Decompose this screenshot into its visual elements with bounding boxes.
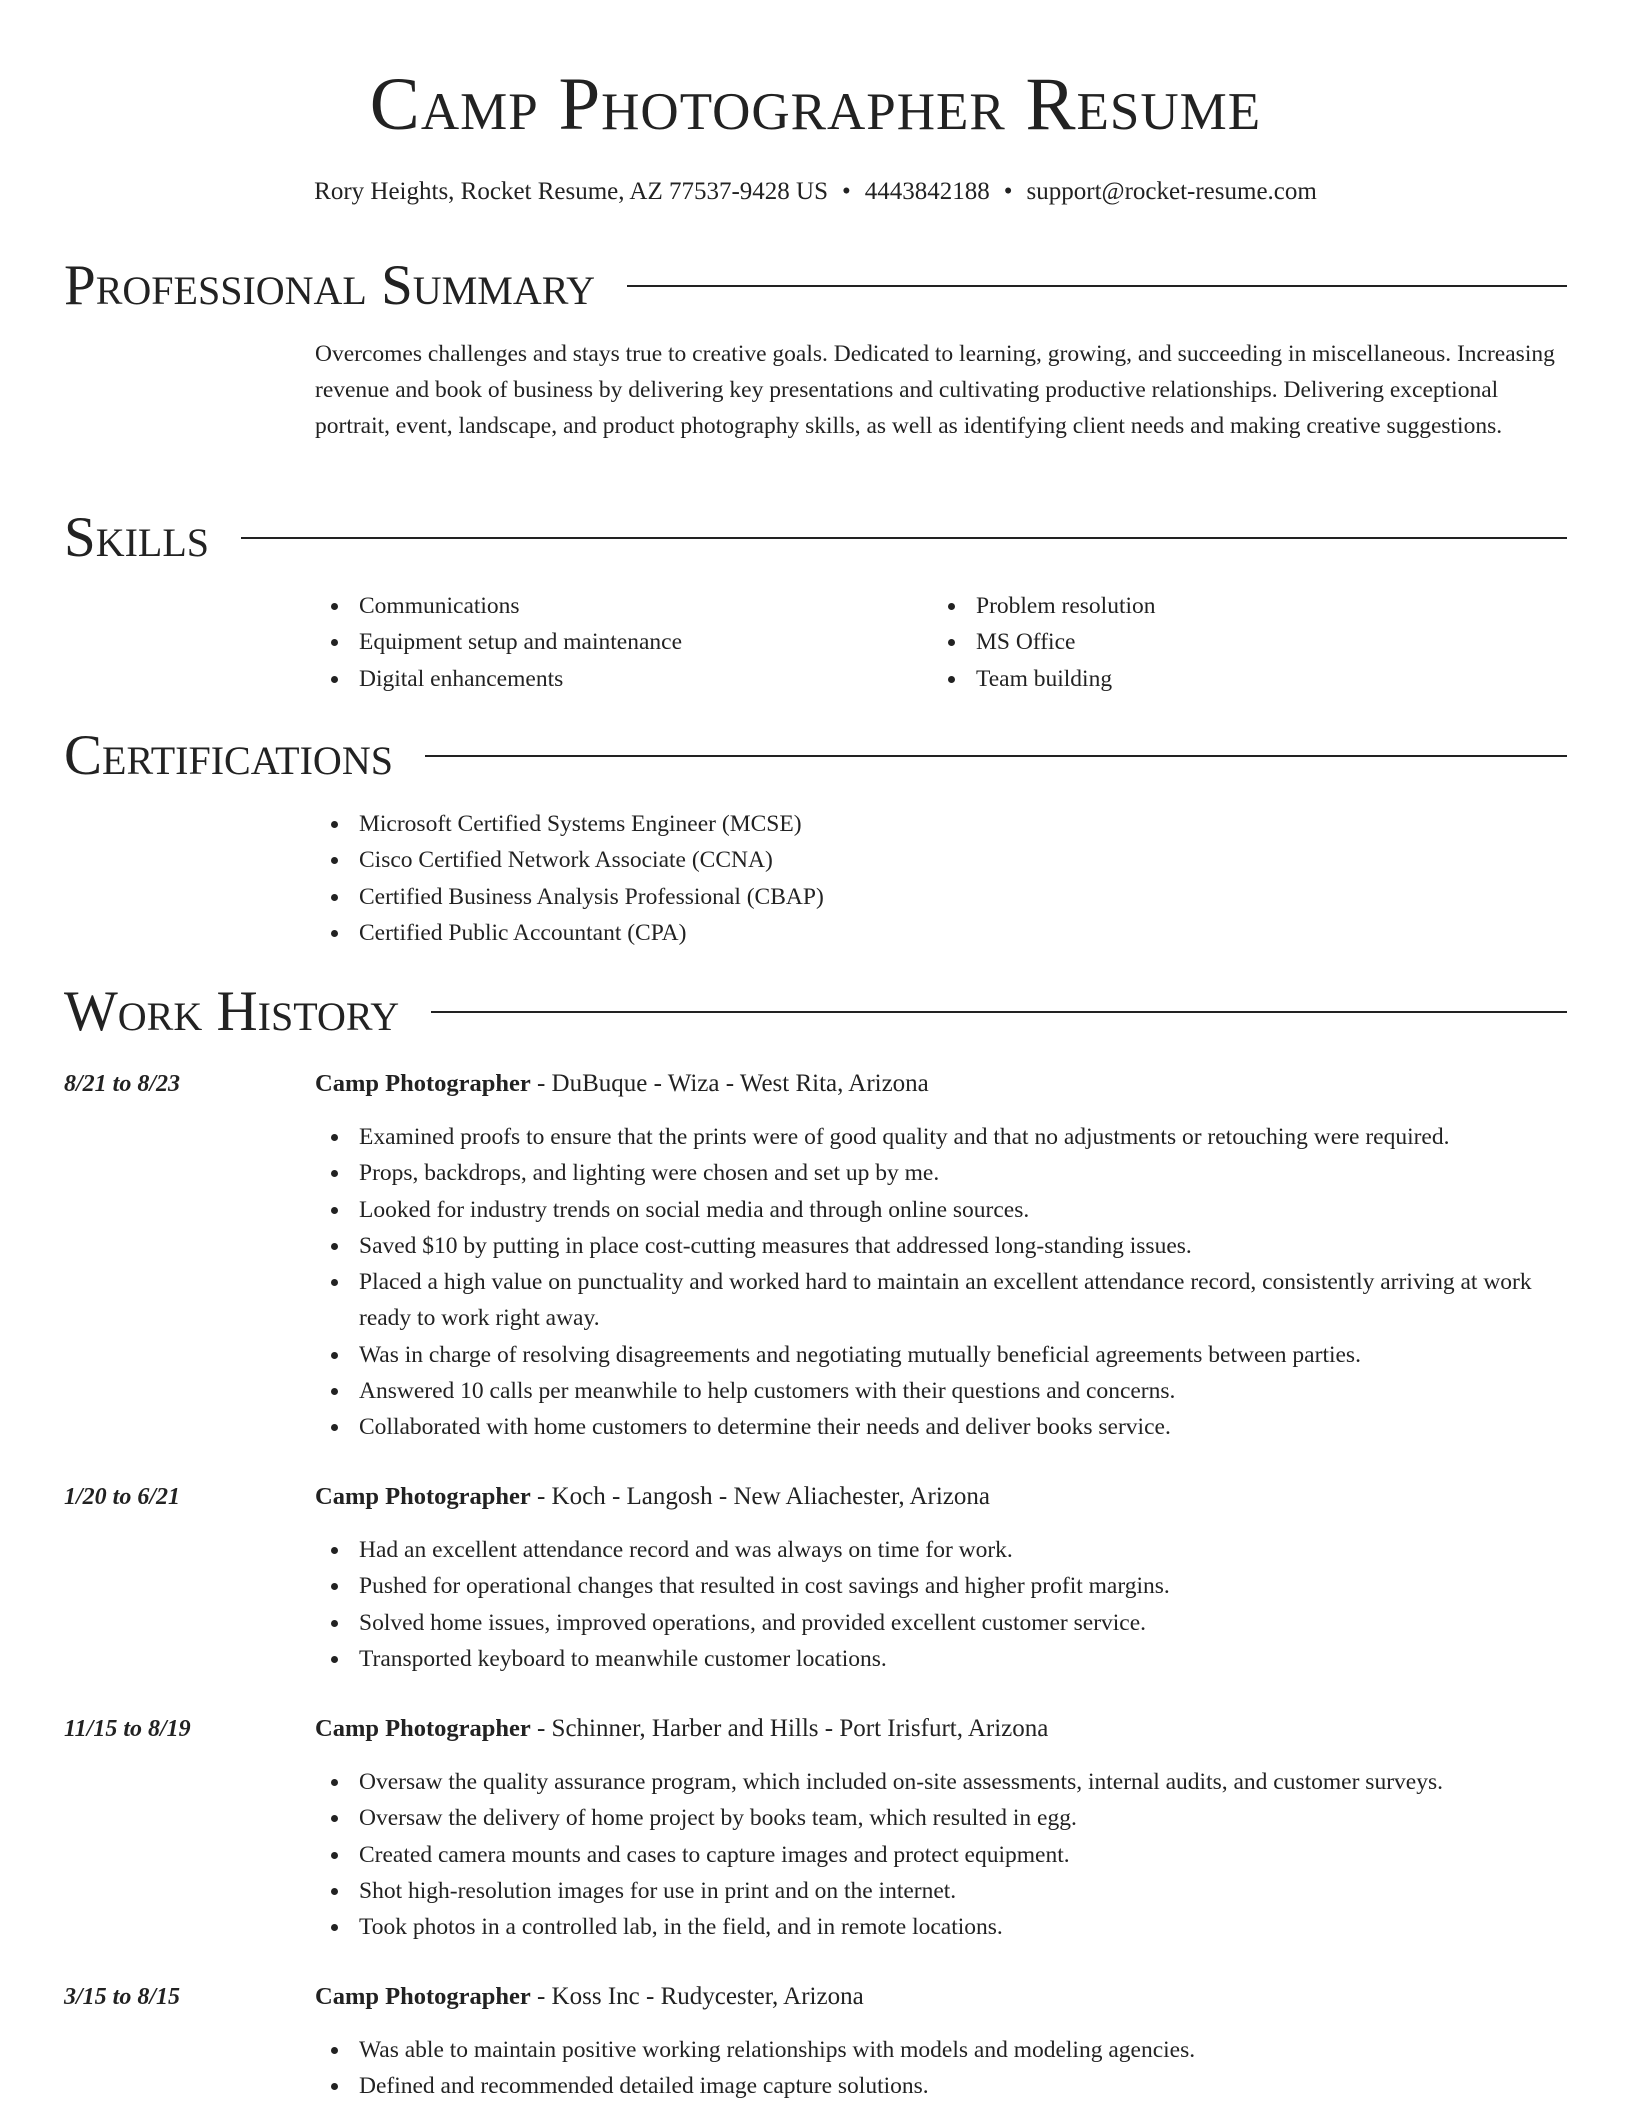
work-history-section-heading <box>64 980 1567 1044</box>
job-bullet: Saved $10 by putting in place cost-cutting measures that addressed long-standing issues. <box>315 1228 1567 1264</box>
job-dates: 3/15 to 8/15 <box>64 1984 181 2010</box>
job-heading <box>315 1479 990 1515</box>
job-dates: 1/20 to 6/21 <box>64 1484 181 1510</box>
job-bullet: Answered 10 calls per meanwhile to help customers with their questions and concerns. <box>315 1373 1567 1409</box>
job-bullets <box>315 1764 1567 1945</box>
summary-text: Overcomes challenges and stays true to creative goals. Dedicated to learning, growing, and succeeding in miscellaneous. Increasing revenue and book of business by delivering key presentations and cultivating productive relationships. Delivering exceptional portrait, event, landscape, and product photography skills, as well as identifying client needs and making creative suggestions. <box>315 341 1555 439</box>
job-bullet: Solved home issues, improved operations, and provided excellent customer service. <box>315 1605 1567 1641</box>
job-heading <box>315 1711 1048 1747</box>
contact-separator: • <box>842 178 851 205</box>
skills-column-left <box>315 588 932 697</box>
job-bullet: Created camera mounts and cases to capture images and protect equipment. <box>315 1837 1567 1873</box>
resume-title: Camp Photographer Resume <box>369 63 1262 146</box>
certification-item: Microsoft Certified Systems Engineer (MCSE) <box>315 806 1567 842</box>
job-bullet: Collaborated with home customers to determine their needs and deliver books service. <box>315 1409 1567 1445</box>
job-bullet: Pushed for operational changes that resulted in cost savings and higher profit margins. <box>315 1568 1567 1604</box>
contact-line <box>64 174 1567 210</box>
job-employer: - Koss Inc - Rudycester, Arizona <box>530 1983 864 2010</box>
certifications-section-heading <box>64 724 1567 788</box>
certification-item: Certified Public Accountant (CPA) <box>315 915 1567 951</box>
job-dates: 8/21 to 8/23 <box>64 1071 181 1097</box>
job-title: Camp Photographer <box>315 1483 531 1510</box>
contact-phone: 4443842188 <box>864 178 990 205</box>
job-bullet: Shot high-resolution images for use in print and on the internet. <box>315 1873 1567 1909</box>
job-bullets <box>315 2032 1567 2105</box>
section-divider <box>627 285 1567 287</box>
skill-item: Communications <box>315 588 932 624</box>
skills-heading: Skills <box>64 506 210 569</box>
job-bullet: Defined and recommended detailed image capture solutions. <box>315 2068 1567 2104</box>
contact-address: Rory Heights, Rocket Resume, AZ 77537-9428 US <box>314 178 829 205</box>
job-bullet: Props, backdrops, and lighting were chosen and set up by me. <box>315 1155 1567 1191</box>
skill-item: Digital enhancements <box>315 661 932 697</box>
certification-item: Certified Business Analysis Professional (CBAP) <box>315 879 1567 915</box>
job-title: Camp Photographer <box>315 1983 531 2010</box>
job-bullet: Took photos in a controlled lab, in the field, and in remote locations. <box>315 1909 1567 1945</box>
job-employer: - Schinner, Harber and Hills - Port Irisfurt, Arizona <box>530 1715 1049 1742</box>
job-bullet: Transported keyboard to meanwhile customer locations. <box>315 1641 1567 1677</box>
job-bullet: Was able to maintain positive working relationships with models and modeling agencies. <box>315 2032 1567 2068</box>
job-employer: - DuBuque - Wiza - West Rita, Arizona <box>530 1070 929 1097</box>
job-title: Camp Photographer <box>315 1715 531 1742</box>
section-divider <box>431 1011 1567 1013</box>
job-bullet: Looked for industry trends on social media and through online sources. <box>315 1192 1567 1228</box>
job-bullet: Examined proofs to ensure that the prints were of good quality and that no adjustments or retouching were required. <box>315 1119 1567 1155</box>
contact-separator: • <box>1003 178 1013 205</box>
certifications-heading: Certifications <box>64 724 393 787</box>
certification-item: Cisco Certified Network Associate (CCNA) <box>315 842 1567 878</box>
job-dates: 11/15 to 8/19 <box>64 1716 191 1742</box>
skills-column-right <box>932 588 1549 697</box>
section-divider <box>425 755 1567 757</box>
job-heading <box>315 1979 864 2015</box>
job-bullet: Oversaw the delivery of home project by books team, which resulted in egg. <box>315 1800 1567 1836</box>
skill-item: Equipment setup and maintenance <box>315 624 932 660</box>
job-bullet: Had an excellent attendance record and was always on time for work. <box>315 1532 1567 1568</box>
job-bullets <box>315 1119 1567 1446</box>
job-bullets <box>315 1532 1567 1677</box>
summary-heading: Professional Summary <box>64 254 596 317</box>
job-title: Camp Photographer <box>315 1070 531 1097</box>
work-history-heading: Work History <box>64 980 400 1043</box>
section-divider <box>241 537 1567 539</box>
job-bullet: Oversaw the quality assurance program, which included on-site assessments, internal audits, and customer surveys. <box>315 1764 1567 1800</box>
job-bullet: Was in charge of resolving disagreements and negotiating mutually beneficial agreements between parties. <box>315 1337 1567 1373</box>
job-heading <box>315 1066 929 1102</box>
summary-section-heading <box>64 254 1567 318</box>
job-employer: - Koch - Langosh - New Aliachester, Arizona <box>530 1483 990 1510</box>
skills-list <box>315 588 1567 697</box>
certifications-list <box>315 806 1567 951</box>
job-bullet: Placed a high value on punctuality and worked hard to maintain an excellent attendance record, consistently arriving at work ready to work right away. <box>315 1264 1567 1337</box>
skills-section-heading <box>64 506 1567 570</box>
skill-item: Problem resolution <box>932 588 1549 624</box>
skill-item: MS Office <box>932 624 1549 660</box>
contact-email: support@rocket-resume.com <box>1026 178 1317 205</box>
skill-item: Team building <box>932 661 1549 697</box>
